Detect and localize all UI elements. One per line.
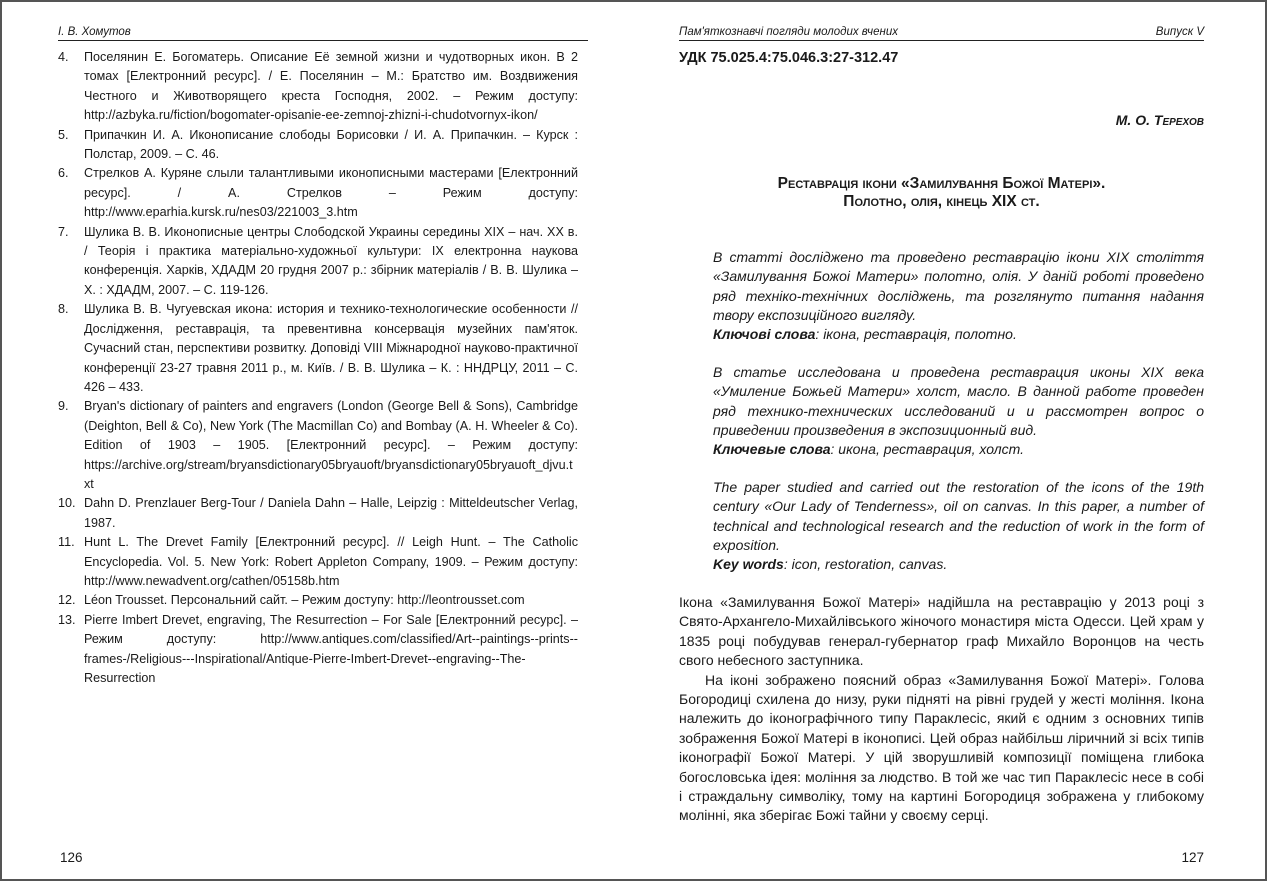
- page-number-right: 127: [1181, 850, 1204, 865]
- keywords: [713, 555, 1204, 574]
- keywords-label: Ключевые слова: [713, 441, 831, 458]
- reference-item: [58, 300, 578, 397]
- article-body: [679, 593, 1204, 826]
- running-head-author: [58, 24, 588, 41]
- running-head-author-text: І. В. Хомутов: [58, 26, 131, 38]
- reference-number: 5.: [58, 127, 69, 142]
- keywords: [713, 325, 1204, 344]
- udk-code: УДК 75.025.4:75.046.3:27-312.47: [679, 50, 899, 66]
- reference-item: [58, 591, 578, 610]
- reference-text: Припачкин И. А. Иконописание слободы Борисовки / И. А. Припачкин. – Курск : Полстар, 2009. – С. 46.: [84, 127, 578, 162]
- reference-item: [58, 611, 578, 689]
- issue-label: Випуск V: [1155, 26, 1204, 38]
- keywords-list: : icon, restoration, canvas.: [783, 556, 948, 573]
- reference-number: 12.: [58, 593, 76, 608]
- abstract-russian: [713, 363, 1204, 459]
- reference-number: 9.: [58, 399, 69, 414]
- reference-item: [58, 223, 578, 301]
- author-surname: Терехов: [1153, 112, 1204, 128]
- abstract-text: В статті досліджено та проведено реставрацію ікони XIX століття «Замилування Божоі Матери» полотно, олія. У даній роботі проведено ряд техніко-технічних досліджень, та розглянуто питання надання твору експозиційного вигляду.: [713, 249, 1204, 323]
- keywords-list: : ікона, реставрація, полотно.: [815, 326, 1017, 343]
- abstract-text: В статье исследована и проведена реставрация иконы XIX века «Умиление Божьей Матери» холст, масло. В данной работе проведен ряд технико-технических исследований и и рассмотрен вопрос о приведении произведения в экспозиционный вид.: [713, 364, 1204, 438]
- author-initials: М. О.: [1115, 112, 1154, 128]
- reference-text: Pierre Imbert Drevet, engraving, The Resurrection – For Sale [Електронний ресурс]. – Режим доступу: http://www.antiques.com/classified/Art--paintings--prints--frames-/Religious---Inspirational/Antique-Pierre-Imbert-Drevet--engraving--The-Resurrection: [84, 612, 578, 685]
- keywords-label: Ключові слова: [713, 326, 816, 343]
- reference-number: 7.: [58, 224, 69, 239]
- page-number-left: 126: [60, 850, 83, 865]
- abstract-ukrainian: [713, 248, 1204, 344]
- body-paragraph: На іконі зображено поясний образ «Замилування Божої Матері». Голова Богородиці схилена до низу, руки підняті на рівні грудей у жесті моління. Ікона належить до іконографічного типу Параклесіс, який є одним з основних типів зображення Божої Матері в іконописі. Цей образ найбільш ліричний зі всіх типів іконографії Божої Матері. У цій зворушливій композиції поміщена глибока богословська ідея: моління за людство. В той же час тип Параклесіс несе в собі і страждальну символіку, тому на картині Богородиця зображена у глибокому молінні, яка зберігає Божі тайни у своєму серці.: [679, 671, 1204, 824]
- running-head-journal: [679, 24, 1204, 41]
- journal-title: Пам'яткознавчі погляди молодих вчених: [679, 26, 898, 38]
- reference-number: 11.: [58, 535, 75, 550]
- keywords: [713, 440, 1204, 459]
- reference-item: [58, 48, 578, 126]
- reference-text: Стрелков А. Куряне слыли талантливыми иконописными мастерами [Електронний ресурс]. / А. Стрелков – Режим доступу: http://www.eparhia.kursk.ru/nes03/221003_3.htm: [84, 166, 578, 220]
- reference-item: [58, 397, 578, 494]
- reference-item: [58, 164, 578, 222]
- article-title-line-2: Полотно, олія, кінець XIX ст.: [843, 193, 1040, 210]
- reference-number: 6.: [58, 166, 69, 181]
- left-page: [2, 2, 634, 879]
- article-title-line-1: Реставрація ікони «Замилування Божої Матері».: [777, 175, 1106, 192]
- reference-number: 8.: [58, 302, 69, 317]
- reference-text: Hunt L. The Drevet Family [Електронний ресурс]. // Leigh Hunt. – The Catholic Encyclopedia. Vol. 5. New York: Robert Appleton Company, 1909. – Режим доступу: http://www.newadvent.org/cathen/05158b.htm: [84, 535, 578, 588]
- reference-item: [58, 126, 578, 165]
- article-title: [679, 175, 1204, 211]
- keywords-label: Key words: [713, 556, 784, 573]
- reference-number: 4.: [58, 50, 69, 64]
- body-paragraph: Ікона «Замилування Божої Матері» надійшла на реставрацію у 2013 році з Свято-Архангело-Михайлівського жіночого монастиря міста Одесси. Цей храм у 1835 році побудував генерал-губернатор граф Михайло Воронцов на честь свого небесного заступника.: [679, 594, 1204, 669]
- keywords-list: : икона, реставрация, холст.: [830, 441, 1024, 458]
- reference-text: Léon Trousset. Персональний сайт. – Режим доступу: http://leontrousset.com: [84, 593, 525, 608]
- reference-item: [58, 533, 578, 591]
- reference-item: [58, 494, 578, 533]
- reference-list: [58, 48, 578, 688]
- reference-text: Шулика В. В. Иконописные центры Слободской Украины середины XIX – нач. XX в. / Теорія і практика матеріально-художньої культури: IX електронна наукова конференція. Харків, ХДАДМ 20 грудня 2007 р.: збірник матеріалів / В. В. Шулика – Х. : ХДАДМ, 2007. – С. 119-126.: [84, 224, 578, 297]
- reference-text: Bryan's dictionary of painters and engravers (London (George Bell & Sons), Cambridge (Deighton, Bell & Co), New York (The Macmillan Co) and Bombay (A. H. Wheeler & Co). Edition of 1903 – 1905. [Електронний ресурс]. – Режим доступу: https://archive.org/stream/bryansdictionary05bryauoft/bryansdictionary05bryauoft_djvu.txt: [84, 399, 578, 491]
- reference-number: 10.: [58, 496, 76, 511]
- article-author: [1116, 112, 1204, 128]
- reference-text: Dahn D. Prenzlauer Berg-Tour / Daniela Dahn – Halle, Leipzig : Mitteldeutscher Verlag, 1987.: [84, 496, 578, 530]
- reference-number: 13.: [58, 612, 76, 627]
- abstract-text: The paper studied and carried out the restoration of the icons of the 19th century «Our Lady of Tenderness», oil on canvas. In this paper, a number of technical and technological research and the reduction of work in the form of exposition.: [713, 479, 1204, 553]
- reference-text: Поселянин Е. Богоматерь. Описание Её земной жизни и чудотворных икон. В 2 томах [Електронний ресурс]. / Е. Поселянин – М.: Братство им. Воздвижения Честного и Животворящего креста Господня, 2002. – Режим доступу: http://azbyka.ru/fiction/bogomater-opisanie-ee-zemnoj-zhizni-i-chudotvornyx-ikon/: [84, 50, 578, 123]
- reference-text: Шулика В. В. Чугуевская икона: история и технико-технологические особенности // Дослідження, реставрація, та превентивна консервація музейних пам'яток. Сучасний стан, перспективи розвитку. Доповіді VIII Міжнародної науково-практичної конференції 23-27 травня 2011 р., м. Київ. / В. В. Шулика – К. : ННДРЦУ, 2011 – С. 426 – 433.: [84, 302, 578, 394]
- right-page: [634, 2, 1265, 879]
- abstract-english: [713, 478, 1204, 574]
